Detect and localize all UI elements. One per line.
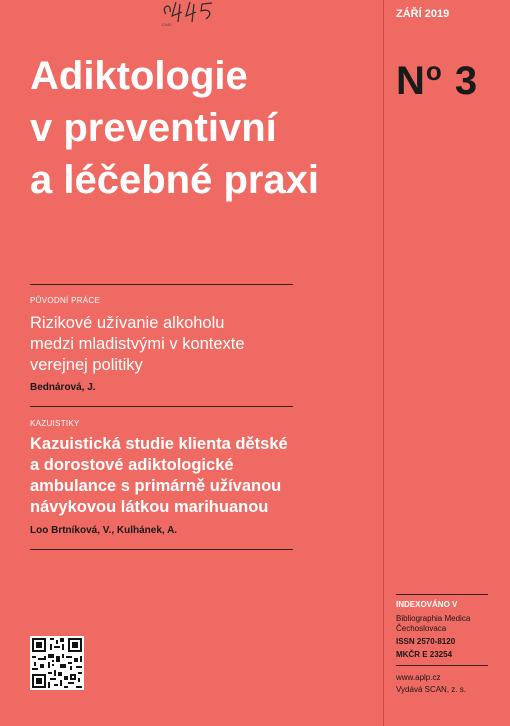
- divider: [30, 549, 293, 550]
- journal-title-line: a léčebné praxi: [30, 158, 320, 202]
- article-author: Loo Brtníková, V., Kulhánek, A.: [30, 525, 178, 536]
- publisher-box: [396, 673, 466, 695]
- indexing-box: [396, 600, 470, 660]
- article-title-line: verejnej politiky: [30, 356, 143, 374]
- divider: [396, 594, 488, 595]
- article-title-line: Rizikové užívanie alkoholu: [30, 314, 225, 332]
- issue-date: ZÁŘÍ 2019: [396, 8, 450, 20]
- website-link[interactable]: www.aplp.cz: [396, 673, 441, 682]
- publisher-name: Vydává SCAN, z. s.: [396, 685, 466, 694]
- handwritten-mark: [158, 0, 228, 28]
- issue-prefix: N: [396, 59, 426, 103]
- article-title[interactable]: [30, 434, 288, 518]
- indexing-db: Bibliographia Medica: [396, 614, 471, 623]
- divider: [396, 665, 488, 666]
- qr-code: [30, 636, 84, 690]
- article-title[interactable]: [30, 313, 245, 376]
- article-title-line: medzi mladistvými v kontexte: [30, 335, 245, 353]
- journal-title: [30, 50, 319, 206]
- divider: [30, 284, 293, 285]
- journal-title-line: v preventivní: [30, 106, 277, 150]
- issn: ISSN 2570-8120: [396, 637, 456, 646]
- section-label: KAZUISTIKY: [30, 419, 80, 428]
- issue-value: 3: [454, 59, 479, 103]
- article-title-line: Kazuistická studie klienta dětské: [30, 435, 288, 453]
- article-title-line: návykovou látkou marihuanou: [30, 498, 269, 516]
- article-author: Bednárová, J.: [30, 382, 96, 393]
- section-label: PŮVODNÍ PRÁCE: [30, 296, 101, 305]
- article-title-line: a dorostové adiktologické: [30, 456, 234, 474]
- journal-title-line: Adiktologie: [30, 54, 248, 98]
- indexing-heading: INDEXOVÁNO V: [396, 600, 458, 609]
- divider: [30, 406, 293, 407]
- article-title-line: ambulance s primárně užívanou: [30, 477, 282, 495]
- column-divider: [383, 0, 384, 726]
- handwriting-text: C445: [162, 22, 172, 27]
- mkcr: MKČR E 23254: [396, 650, 453, 659]
- issue-number: [396, 56, 478, 104]
- indexing-db: Čechoslovaca: [396, 624, 447, 633]
- issue-o: o: [425, 56, 443, 86]
